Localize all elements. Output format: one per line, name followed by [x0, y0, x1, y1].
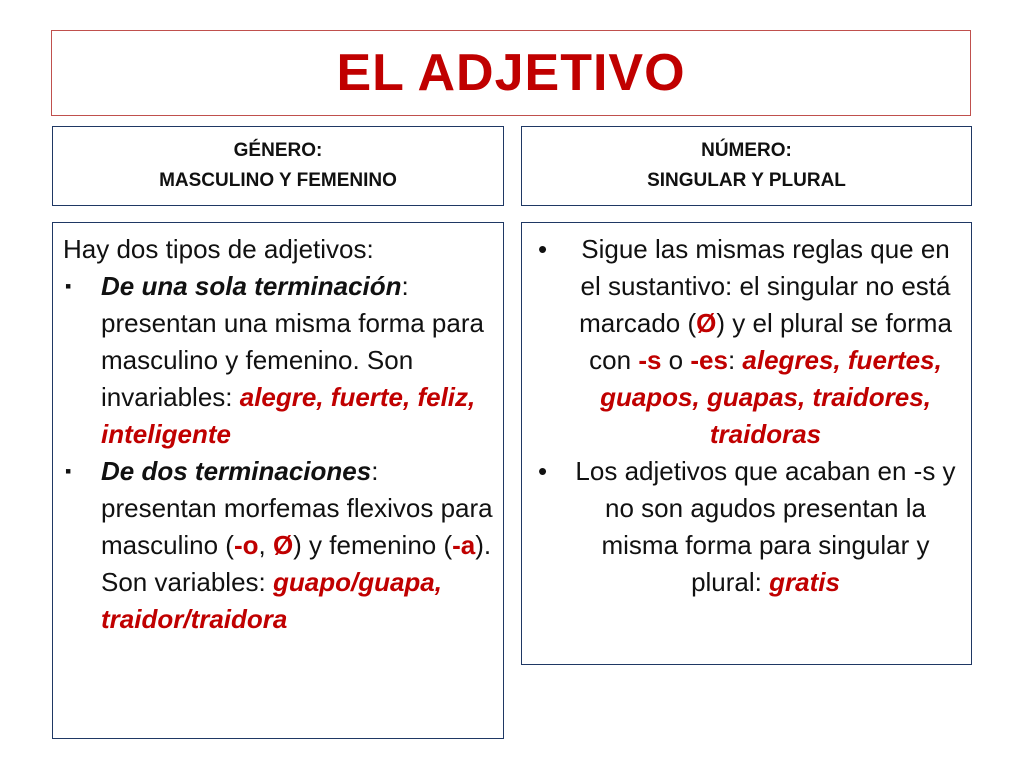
title-box: [51, 30, 971, 116]
item-text: presentan una misma forma para masculino y femenino. Son invariables:: [101, 308, 484, 412]
numero-value: SINGULAR Y PLURAL: [647, 170, 846, 191]
morpheme-a: -a: [452, 530, 476, 560]
item-text: Los adjetivos que acaban en -s y no son agudos presentan la misma forma para singular y plural:: [575, 456, 956, 597]
numero-list: [532, 231, 961, 601]
square-bullet-icon: ▪: [65, 276, 72, 296]
morpheme-o: -o: [233, 530, 259, 560]
genero-intro: Hay dos tipos de adjetivos:: [63, 234, 374, 264]
numero-header: [521, 126, 972, 206]
term-una-terminacion: De una sola terminación: [101, 271, 402, 301]
genero-header: [52, 126, 504, 206]
examples-variables: guapo/guapa, traidor/traidora: [101, 567, 442, 634]
square-bullet-icon: ▪: [65, 461, 72, 481]
examples-plural: alegres, fuertes, guapos, guapas, traidores, traidoras: [600, 345, 942, 449]
dot-bullet-icon: •: [538, 234, 548, 264]
genero-label: GÉNERO:: [233, 140, 323, 161]
example-gratis: gratis: [769, 567, 840, 597]
examples-invariables: alegre, fuerte, feliz, inteligente: [101, 382, 476, 449]
list-item: ▪ De una sola terminación: presentan una misma forma para masculino y femenino. Son invariables: alegre, fuerte, feliz, inteligente: [63, 268, 493, 453]
suffix-s: -s: [638, 345, 662, 375]
term-dos-terminaciones: De dos terminaciones: [101, 456, 372, 486]
null-morpheme: Ø: [696, 308, 717, 338]
list-item: [532, 453, 961, 601]
genero-content: [52, 222, 504, 739]
null-morpheme: Ø: [272, 530, 294, 560]
numero-label: NÚMERO:: [701, 140, 792, 161]
list-item: ▪ De dos terminaciones: presentan morfemas flexivos para masculino (-o, Ø) y femenino (-a). Son variables: guapo/guapa, traidor/traidora: [63, 453, 493, 638]
suffix-es: -es: [690, 345, 728, 375]
dot-bullet-icon: •: [538, 456, 548, 486]
list-item: • Sigue las mismas reglas que en el sustantivo: el singular no está marcado (Ø) y el plural se forma con -s o -es: alegres, fuertes, guapos, guapas, traidores, traidoras: [532, 231, 961, 453]
genero-list: [63, 268, 493, 638]
genero-value: MASCULINO Y FEMENINO: [159, 170, 397, 191]
numero-content: [521, 222, 972, 665]
page-title: EL ADJETIVO: [336, 44, 686, 102]
